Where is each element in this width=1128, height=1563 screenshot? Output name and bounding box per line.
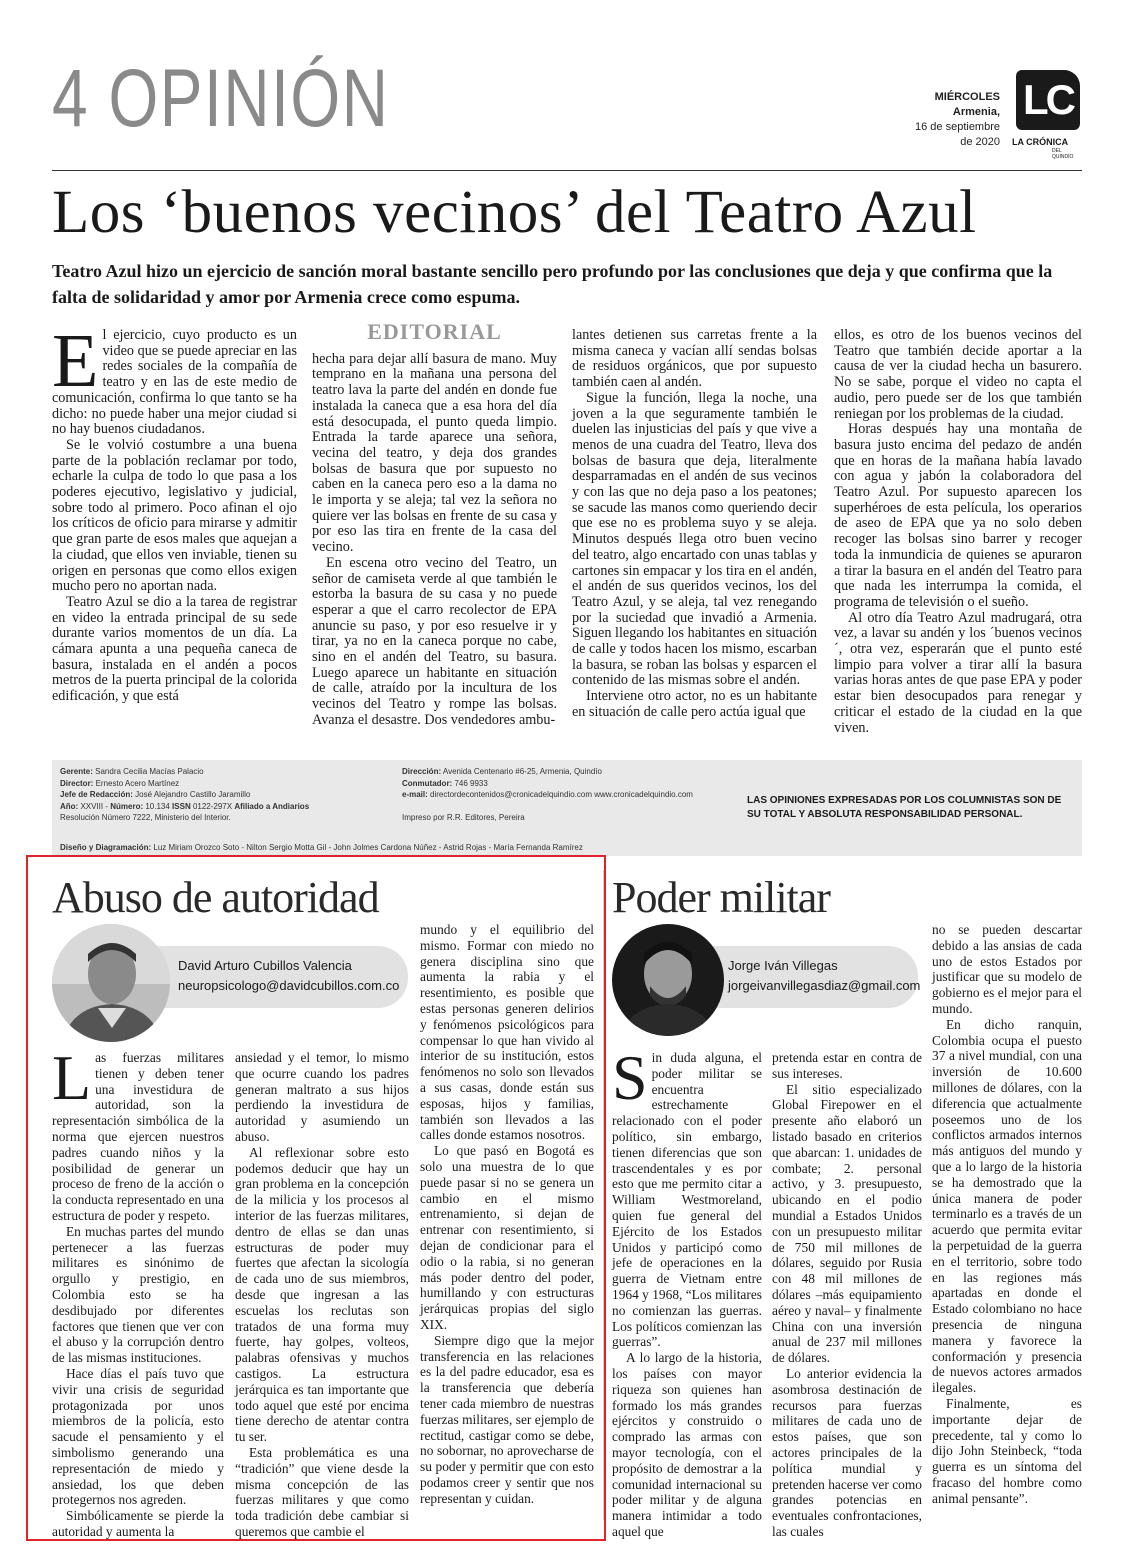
- author-name: Jorge Iván Villegas: [728, 958, 838, 973]
- city: Armenia,: [952, 106, 1000, 118]
- design-credits: Diseño y Diagramación: Luz Miriam Orozco Soto - Nilton Sergio Motta Gil - John Jolmes Cardona Núñez - Astrid Rojas - María Fernanda Ramírez: [60, 843, 583, 852]
- editorial-column-3: [572, 328, 817, 721]
- editorial-column-2: [312, 319, 557, 729]
- editorial-title: Los ‘buenos vecinos’ del Teatro Azul: [52, 179, 977, 246]
- date-line-2: de 2020: [960, 136, 1000, 148]
- paragraph: mundo y el equilibrio del mismo. Formar con miedo no genera disciplina sino que aumenta la rabia y el resentimiento, es posible que estas personas generen delirios y fenómenos psicológicos para compensar lo que han vivido al interior de su institución, estos fenómenos no solo son llevados a sus casas, donde están sus esposas, hijos y familias, también son llevados a las calles donde estamos nosotros.: [420, 922, 594, 1143]
- column2-text-3: [932, 922, 1082, 1506]
- paragraph: Interviene otro actor, no es un habitante en situación de calle pero actúa igual que: [572, 688, 817, 720]
- paragraph: Siempre digo que la mejor transferencia en las relaciones es la del padre educador, esa es la transferencia que debería tener cada miembro de nuestras fuerzas militares, ser ejemplo de rectitud, castigar como se debe, no sobornar, no aprovecharse de su poder y permitir que con esto podamos creer y sentir que nos representan y cuidan.: [420, 1332, 594, 1506]
- contact-credits: Dirección: Avenida Centenario #6-25, Armenia, Quindío Conmutador: 746 9933 e-mail: directordecontenidos@cronicadelquindio.com www.cronicadelquindio.com Impreso por R.R. Editores, Pereira: [402, 767, 693, 822]
- paragraph: Simbólicamente se pierde la autoridad y aumenta la: [52, 1508, 224, 1539]
- staff-credits: Gerente: Sandra Cecilia Macías Palacio Director: Ernesto Acero Martínez Jefe de Redacción: José Alejandro Castillo Jaramillo Año: XXVIII - Número: 10.134 ISSN 0122-297X Afiliado a Andiarios Resolución Número 7222, Ministerio del Interior.: [60, 767, 310, 822]
- paragraph: Al reflexionar sobre esto podemos deducir que hay un gran problema en la concepción de la milicia y los procesos al interior de las fuerzas militares, dentro de ellas se dan unas estructuras de poder muy fuertes que afectan la sicología de cada uno de sus miembros, desde que ingresan a las escuelas los reclutas son tratados de una forma muy fuerte, hay golpes, volteos, palabras ofensivas y muchos castigos. La estructura jerárquica es tan importante que todo aquel que esté por encima tiene derecho de atentar contra tu ser.: [235, 1144, 409, 1445]
- section-heading: 4 OPINIÓN: [52, 53, 390, 144]
- paragraph: Lo anterior evidencia la asombrosa destinación de recursos para fuerzas militares de cada uno de estos países, que son actores principales de la política mundial y pretenden hacerse ver como grandes potencias en eventuales confrontaciones, las cuales: [772, 1365, 922, 1539]
- paragraph: pretenda estar en contra de sus intereses.: [772, 1050, 922, 1081]
- column1-text-3: [420, 922, 594, 1506]
- paragraph: A lo largo de la historia, los países con mayor riqueza son quienes han formado los más grandes ejércitos y construido o comprado las armas con mayor tecnología, con el propósito de demostrar a la comunidad internacional su poder militar y de alguna manera intimidar a todo aquel que: [612, 1350, 762, 1539]
- newspaper-logo: [1012, 68, 1082, 158]
- paragraph: Lo que pasó en Bogotá es solo una muestra de lo que puede pasar si no se genera un cambio en el mismo entrenamiento, si dejan de entrenar con resentimiento, si dejan de condicionar para el odio o la rabia, si no generan más poder dentro del poder, humillando y con estructuras jerárquicas propias del siglo XIX.: [420, 1143, 594, 1332]
- editorial-column-1: [52, 319, 297, 705]
- paragraph: ellos, es otro de los buenos vecinos del Teatro que también decide aportar a la causa de ver la ciudad hecha un basurero. No se sabe, porque el video no capta el audio, pero puede ser de los que también reniegan por los problemas de la ciudad.: [834, 327, 1082, 422]
- editorial-label: EDITORIAL: [367, 319, 502, 344]
- column1-text-2: [235, 1050, 409, 1540]
- paragraph: in duda alguna, el poder militar se encuentra estrechamente relacionado con el poder político, sin embargo, tienen diferencias que son trascendentales y es por esto que me permito citar a William Westmoreland, quien fue general del Ejército de los Estados Unidos y participó como jefe de operaciones en la guerra de Vietnam entre 1964 y 1968, “Los militares no comienzan las guerras. Los políticos comienzan las guerras”.: [612, 1050, 762, 1350]
- author-email: jorgeivanvillegasdiaz@gmail.com: [728, 978, 921, 993]
- paragraph: En dicho ranquin, Colombia ocupa el puesto 37 a nivel mundial, con una inversión de 10.600 millones de dólares, con la diferencia que actualmente poseemos uno de los conflictos armados internos más antiguos del mundo y que a lo largo de la historia se ha demostrado que la única manera de poder terminarlo es a través de un acuerdo que permita evitar la perpetuidad de la guerra en el territorio, sobre todo en las regiones más apartadas en donde el Estado colombiano no hace presencia de ninguna manera y favorece la conformación y presencia de nuevos actores armados ilegales.: [932, 1016, 1082, 1396]
- paragraph: as fuerzas militares tienen y deben tener una investidura de autoridad, son la representación simbólica de la norma que ejercen nuestros padres cuando niños y la posibilidad de generar un proceso de freno de la acción o la conducta representado en una estructura de poder y respeto.: [52, 1050, 224, 1223]
- paragraph: Esta problemática es una “tradición” que viene desde la misma concepción de las fuerzas militares y que como toda tradición debe cambiar si queremos que cambie el: [235, 1444, 409, 1539]
- drop-cap: L: [52, 1042, 92, 1113]
- paragraph: Horas después hay una montaña de basura justo encima del pedazo de andén que en horas de la mañana había lavado con agua y jabón la colaboradora del Teatro Azul. Por supuesto aparecen los superhéroes de esta película, los operarios de aseo de EPA que ya no solo deben recoger las bolsas sino barrer y recoger toda la inmundicia de quienes se apuraron a tirar la basura en el andén del Teatro para que nada les interrumpa la comida, el programa de televisión o el sueño.: [834, 421, 1082, 610]
- column2-text-2: [772, 1050, 922, 1540]
- editorial-column-4: [834, 328, 1082, 736]
- portrait-icon: [52, 924, 170, 1042]
- paragraph: hecha para dejar allí basura de mano. Muy temprano en la mañana una persona del teatro lava la parte del andén en donde fue instalada la caneca que a esa hora del día está desocupada, el punto queda limpio. Entrada la tarde aparece una señora, vecina del teatro, y deja dos grandes bolsas de basura que por supuesto no caben en la caneca pero eso a la dama no le importa y se aleja; tal vez la señora no quiere ver las bolsas en frente de su casa y por eso las tira en frente de la casa del vecino.: [312, 350, 557, 556]
- paragraph: Teatro Azul se dio a la tarea de registrar en video la entrada principal de su sede durante varios momentos de un día. La cámara apunta a una pequeña caneca de basura, instalada en el andén a pocos metros de la puerta principal de la colorida edificación, y que está: [52, 593, 297, 705]
- author-photo: [612, 924, 724, 1036]
- paragraph: l ejercicio, cuyo producto es un video que se puede apreciar en las redes sociales de la compañía de teatro y en las de este medio de comunicación, confirma lo que tanto se ha dicho: no puede haber una mejor ciudad si no hay buenos ciudadanos.: [52, 327, 297, 438]
- date-line-1: 16 de septiembre: [915, 121, 1000, 133]
- paragraph: Hace días el país tuvo que vivir una crisis de seguridad protagonizada por unos miembros de la policía, esto sacude el pensamiento y el simbolismo generando una representación de miedo y ansiedad, los que deben protegernos nos agreden.: [52, 1365, 224, 1508]
- paragraph: lantes detienen sus carretas frente a la misma caneca y vacían allí sendas bolsas de residuos orgánicos, que por supuesto también caen al andén.: [572, 327, 817, 391]
- logo-subname: DEL QUINDÍO: [1052, 148, 1074, 160]
- paragraph: En escena otro vecino del Teatro, un señor de camiseta verde al que también le estorba la basura de su casa y no puede esperar a que el carro recolector de EPA anuncie su paso, y por eso resuelve ir y tirar, ya no en la caneca porque no cabe, sino en el andén del Teatro, su basura. Luego aparece un habitante en situación de calle, atraído por la incultura de los vecinos del Teatro y rompe las bolsas. Avanza el desastre. Dos vendedores ambu-: [312, 554, 557, 728]
- author-photo: [52, 924, 170, 1042]
- portrait-icon: [612, 924, 724, 1036]
- column1-text-1: [52, 1042, 224, 1540]
- drop-cap: E: [52, 319, 99, 403]
- header-rule: [52, 170, 1082, 171]
- column-title: Poder militar: [612, 873, 830, 922]
- column-title: Abuso de autoridad: [52, 873, 379, 922]
- paragraph: Finalmente, es importante dejar de precedente, tal y como lo dijo John Steinbeck, “toda guerra es un síntoma del fracaso del hombre como animal pensante”.: [932, 1395, 1082, 1506]
- weekday: MIÉRCOLES: [934, 91, 1000, 103]
- column-divider: [603, 870, 604, 1520]
- paragraph: no se pueden descartar debido a las ansias de cada uno de estos Estados por justificar que su modelo de gobierno es el mejor para el mundo.: [932, 922, 1082, 1016]
- paragraph: ansiedad y el temor, lo mismo que ocurre cuando los padres generan maltrato a sus hijos perdiendo la investidura de autoridad y asumiendo un abuso.: [235, 1050, 409, 1144]
- column2-text-1: [612, 1042, 762, 1540]
- logo-mark: LC: [1016, 70, 1080, 130]
- paragraph: Sigue la función, llega la noche, una joven a la que seguramente también le duelen las injusticias del país y que vive a menos de una cuadra del Teatro, lleva dos bolsas de basura que deja, literalmente desparramadas en el andén de sus vecinos y con las que no deja paso a los peatones; se sacude las manos como queriendo decir que ese no es problema suyo y se aleja. Minutos después llega otro buen vecino del teatro, algo encartado con unas tablas y cartones sin empacar y los tira en el andén, el andén de sus queridos vecinos, los del Teatro Azul, y se aleja, tal vez renegando por la suciedad que invadió a Armenia. Siguen llegando los habitantes en situación de calle y todos hacen los mismo, escarban la basura, se roban las bolsas y esparcen el contenido de las mismas sobre el andén.: [572, 389, 817, 689]
- paragraph: En muchas partes del mundo pertenecer a las fuerzas militares es sinónimo de orgullo y prestigio, en Colombia esto se ha desdibujado por diferentes factores que tienen que ver con el abuso y la corrupción dentro de las mismas instituciones.: [52, 1223, 224, 1366]
- paragraph: Al otro día Teatro Azul madrugará, otra vez, a lavar su andén y los ´buenos vecinos´, otra vez, esperarán que el punto esté limpio para volver a tirar allí la basura varias horas antes de que pase EPA y poder estar bien desocupados para renegar y criticar el estado de la ciudad en la que viven.: [834, 609, 1082, 736]
- logo-name: LA CRÓNICA: [1012, 137, 1069, 147]
- drop-cap: S: [612, 1042, 648, 1113]
- author-email: neuropsicologo@davidcubillos.com.co: [178, 978, 400, 993]
- credits-box: [52, 760, 1082, 856]
- dateline: [915, 90, 1000, 150]
- paragraph: El sitio especializado Global Firepower en el presente año elaboró un listado basado en criterios que abarcan: 1. unidades de combate; 2. personal activo, y 3. presupuesto, ubicando en el podio mundial a Estados Unidos con un presupuesto militar de 750 mil millones de dólares, seguido por Rusia con 48 mil millones de dólares –más equipamiento aéreo y naval– y finalmente China con una inversión anual de 237 mil millones de dólares.: [772, 1081, 922, 1366]
- author-name: David Arturo Cubillos Valencia: [178, 958, 352, 973]
- editorial-deck: Teatro Azul hizo un ejercicio de sanción moral bastante sencillo pero profundo por las conclusiones que deja y que confirma que la falta de solidaridad y amor por Armenia crece como espuma.: [52, 261, 1053, 307]
- disclaimer: LAS OPINIONES EXPRESADAS POR LOS COLUMNISTAS SON DE SU TOTAL Y ABSOLUTA RESPONSABILIDAD PERSONAL.: [747, 795, 1062, 820]
- paragraph: Se le volvió costumbre a una buena parte de la población reclamar por todo, echarle la culpa de todo lo que pasa a los poderes ejecutivo, legislativo y judicial, sobre todo al primero. Poco afinan el ojo los críticos de oficio para mirarse y admitir que gran parte de esos males que aquejan a la ciudad, que ellos ven inviable, tienen su origen en personas que como ellos exigen mucho pero no aportan nada.: [52, 436, 297, 595]
